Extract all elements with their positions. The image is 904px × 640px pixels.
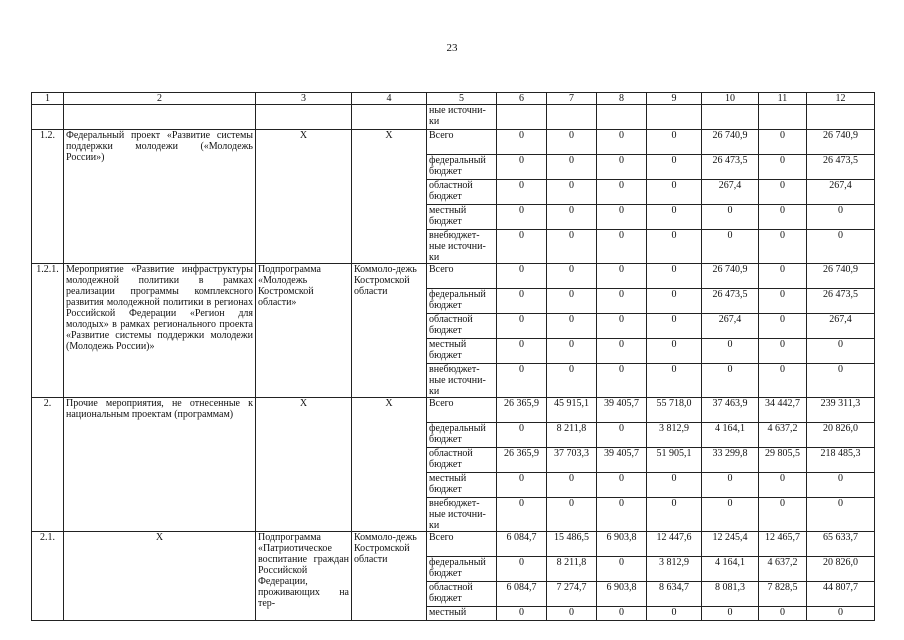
program-cell: Подпрограмма «Патриотическое воспитание граждан Российской Федерации, проживающих на тер- xyxy=(256,532,352,621)
value-cell: 0 xyxy=(597,264,647,289)
value-cell: 0 xyxy=(497,205,547,230)
value-cell: 0 xyxy=(759,607,807,621)
description-cell: Х xyxy=(64,532,256,621)
value-cell: 0 xyxy=(497,364,547,398)
value-cell: 44 807,7 xyxy=(807,582,875,607)
source-cell: внебюджет-ные источни-ки xyxy=(427,230,497,264)
value-cell: 37 703,3 xyxy=(547,448,597,473)
value-cell: 65 633,7 xyxy=(807,532,875,557)
value-cell: 45 915,1 xyxy=(547,398,597,423)
value-cell: 0 xyxy=(597,473,647,498)
value-cell: 239 311,3 xyxy=(807,398,875,423)
value-cell: 0 xyxy=(547,498,597,532)
value-cell: 0 xyxy=(547,180,597,205)
row-number: 1.2. xyxy=(32,130,64,264)
source-cell: местный бюджет xyxy=(427,205,497,230)
description-cell: Федеральный проект «Развитие системы поддержки молодежи («Молодежь России») xyxy=(64,130,256,264)
header-row xyxy=(32,93,875,105)
value-cell: 0 xyxy=(597,130,647,155)
value-cell: 0 xyxy=(702,364,759,398)
value-cell: 6 084,7 xyxy=(497,532,547,557)
value-cell: 0 xyxy=(497,607,547,621)
source-cell: ные источни-ки xyxy=(427,105,497,130)
value-cell: 0 xyxy=(702,498,759,532)
source-cell: областной бюджет xyxy=(427,448,497,473)
value-cell: 267,4 xyxy=(807,180,875,205)
value-cell: 0 xyxy=(647,607,702,621)
value-cell: 0 xyxy=(547,473,597,498)
source-cell: местный бюджет xyxy=(427,473,497,498)
value-cell: 26 365,9 xyxy=(497,448,547,473)
value-cell: 267,4 xyxy=(807,314,875,339)
value-cell: 0 xyxy=(547,607,597,621)
value-cell: 0 xyxy=(807,498,875,532)
column-header: 5 xyxy=(427,93,497,105)
value-cell: 39 405,7 xyxy=(597,398,647,423)
column-header: 12 xyxy=(807,93,875,105)
value-cell: 0 xyxy=(497,289,547,314)
value-cell: 0 xyxy=(759,205,807,230)
value-cell: 0 xyxy=(647,180,702,205)
value-cell: 0 xyxy=(807,205,875,230)
value-cell: 0 xyxy=(647,230,702,264)
value-cell: 0 xyxy=(497,230,547,264)
value-cell: 0 xyxy=(547,289,597,314)
value-cell: 0 xyxy=(702,205,759,230)
executor-cell xyxy=(352,105,427,130)
value-cell: 0 xyxy=(547,364,597,398)
value-cell: 8 081,3 xyxy=(702,582,759,607)
value-cell: 0 xyxy=(647,498,702,532)
value-cell: 26 740,9 xyxy=(702,264,759,289)
column-header: 2 xyxy=(64,93,256,105)
value-cell: 3 812,9 xyxy=(647,423,702,448)
source-cell: местный бюджет xyxy=(427,339,497,364)
source-cell: областной бюджет xyxy=(427,180,497,205)
description-cell: Прочие мероприятия, не отнесенные к национальным проектам (программам) xyxy=(64,398,256,532)
value-cell: 29 805,5 xyxy=(759,448,807,473)
program-cell: Подпрограмма «Молодежь Костромской области» xyxy=(256,264,352,398)
value-cell: 12 245,4 xyxy=(702,532,759,557)
source-cell: Всего xyxy=(427,398,497,423)
value-cell: 0 xyxy=(647,130,702,155)
value-cell: 7 828,5 xyxy=(759,582,807,607)
source-cell: областной бюджет xyxy=(427,582,497,607)
source-cell: Всего xyxy=(427,264,497,289)
value-cell xyxy=(497,105,547,130)
table-row xyxy=(32,130,875,155)
value-cell xyxy=(807,105,875,130)
value-cell: 0 xyxy=(807,607,875,621)
value-cell: 0 xyxy=(497,423,547,448)
value-cell: 0 xyxy=(497,339,547,364)
value-cell xyxy=(702,105,759,130)
value-cell: 20 826,0 xyxy=(807,557,875,582)
value-cell: 39 405,7 xyxy=(597,448,647,473)
source-cell: внебюджет-ные источни-ки xyxy=(427,364,497,398)
value-cell: 12 447,6 xyxy=(647,532,702,557)
value-cell: 0 xyxy=(597,364,647,398)
column-header: 4 xyxy=(352,93,427,105)
value-cell: 6 084,7 xyxy=(497,582,547,607)
column-header: 7 xyxy=(547,93,597,105)
row-number xyxy=(32,105,64,130)
page-number: 23 xyxy=(446,42,458,54)
value-cell: 0 xyxy=(497,498,547,532)
value-cell: 26 473,5 xyxy=(702,155,759,180)
value-cell: 0 xyxy=(647,364,702,398)
value-cell: 26 740,9 xyxy=(807,264,875,289)
value-cell: 0 xyxy=(647,473,702,498)
source-cell: местный xyxy=(427,607,497,621)
source-cell: областной бюджет xyxy=(427,314,497,339)
value-cell: 4 637,2 xyxy=(759,423,807,448)
program-cell: Х xyxy=(256,130,352,264)
value-cell: 6 903,8 xyxy=(597,582,647,607)
executor-cell: Коммоло-дежь Костромской области xyxy=(352,532,427,621)
value-cell: 0 xyxy=(597,155,647,180)
value-cell: 26 740,9 xyxy=(702,130,759,155)
description-cell: Мероприятие «Развитие инфраструктуры молодежной политики в рамках реализации программы комплексного развития молодежной политики в регионах Российской Федерации «Регион для молодых» в рамках регионального проекта «Развитие системы поддержки молодежи (Молодежь России)» xyxy=(64,264,256,398)
value-cell: 0 xyxy=(597,314,647,339)
value-cell: 8 634,7 xyxy=(647,582,702,607)
value-cell: 0 xyxy=(497,180,547,205)
value-cell: 0 xyxy=(547,264,597,289)
value-cell: 0 xyxy=(597,180,647,205)
source-cell: федеральный бюджет xyxy=(427,155,497,180)
value-cell: 8 211,8 xyxy=(547,423,597,448)
value-cell: 4 164,1 xyxy=(702,423,759,448)
value-cell: 0 xyxy=(759,498,807,532)
value-cell: 0 xyxy=(759,130,807,155)
source-cell: федеральный бюджет xyxy=(427,289,497,314)
value-cell: 34 442,7 xyxy=(759,398,807,423)
value-cell: 0 xyxy=(597,423,647,448)
value-cell: 267,4 xyxy=(702,180,759,205)
column-header: 6 xyxy=(497,93,547,105)
value-cell: 0 xyxy=(497,264,547,289)
value-cell: 8 211,8 xyxy=(547,557,597,582)
value-cell: 0 xyxy=(759,180,807,205)
value-cell: 4 637,2 xyxy=(759,557,807,582)
value-cell: 15 486,5 xyxy=(547,532,597,557)
value-cell: 26 473,5 xyxy=(807,289,875,314)
description-cell xyxy=(64,105,256,130)
row-number: 2.1. xyxy=(32,532,64,621)
column-header: 11 xyxy=(759,93,807,105)
table-row xyxy=(32,398,875,423)
value-cell xyxy=(759,105,807,130)
value-cell: 6 903,8 xyxy=(597,532,647,557)
value-cell: 0 xyxy=(759,155,807,180)
value-cell: 0 xyxy=(759,289,807,314)
value-cell: 0 xyxy=(759,264,807,289)
value-cell: 0 xyxy=(497,473,547,498)
value-cell: 218 485,3 xyxy=(807,448,875,473)
value-cell: 0 xyxy=(807,473,875,498)
value-cell: 7 274,7 xyxy=(547,582,597,607)
value-cell: 0 xyxy=(497,557,547,582)
value-cell: 0 xyxy=(647,205,702,230)
value-cell: 12 465,7 xyxy=(759,532,807,557)
value-cell: 51 905,1 xyxy=(647,448,702,473)
value-cell: 26 365,9 xyxy=(497,398,547,423)
value-cell: 0 xyxy=(647,339,702,364)
value-cell: 0 xyxy=(497,155,547,180)
source-cell: федеральный бюджет xyxy=(427,557,497,582)
value-cell: 0 xyxy=(597,607,647,621)
value-cell: 0 xyxy=(597,289,647,314)
value-cell: 0 xyxy=(547,314,597,339)
source-cell: федеральный бюджет xyxy=(427,423,497,448)
value-cell: 0 xyxy=(597,498,647,532)
value-cell: 0 xyxy=(759,230,807,264)
value-cell: 26 740,9 xyxy=(807,130,875,155)
value-cell: 0 xyxy=(597,339,647,364)
value-cell: 0 xyxy=(497,314,547,339)
value-cell: 0 xyxy=(547,205,597,230)
column-header: 9 xyxy=(647,93,702,105)
value-cell: 0 xyxy=(597,205,647,230)
table-row xyxy=(32,105,875,130)
table-row xyxy=(32,264,875,289)
value-cell: 0 xyxy=(702,339,759,364)
budget-table xyxy=(31,92,875,621)
value-cell: 0 xyxy=(647,289,702,314)
source-cell: внебюджет-ные источни-ки xyxy=(427,498,497,532)
column-header: 3 xyxy=(256,93,352,105)
value-cell: 0 xyxy=(702,607,759,621)
value-cell: 0 xyxy=(807,230,875,264)
row-number: 1.2.1. xyxy=(32,264,64,398)
source-cell: Всего xyxy=(427,130,497,155)
value-cell: 37 463,9 xyxy=(702,398,759,423)
value-cell: 0 xyxy=(759,339,807,364)
program-cell: Х xyxy=(256,398,352,532)
value-cell: 0 xyxy=(807,364,875,398)
value-cell: 0 xyxy=(547,130,597,155)
executor-cell: Х xyxy=(352,398,427,532)
value-cell xyxy=(547,105,597,130)
value-cell: 4 164,1 xyxy=(702,557,759,582)
executor-cell: Коммоло-дежь Костромской области xyxy=(352,264,427,398)
value-cell: 0 xyxy=(807,339,875,364)
value-cell: 0 xyxy=(597,557,647,582)
value-cell: 20 826,0 xyxy=(807,423,875,448)
source-cell: Всего xyxy=(427,532,497,557)
value-cell: 0 xyxy=(759,314,807,339)
table-row xyxy=(32,532,875,557)
value-cell: 0 xyxy=(547,339,597,364)
value-cell: 0 xyxy=(597,230,647,264)
column-header: 8 xyxy=(597,93,647,105)
column-header: 1 xyxy=(32,93,64,105)
value-cell: 55 718,0 xyxy=(647,398,702,423)
value-cell: 0 xyxy=(759,364,807,398)
value-cell: 0 xyxy=(702,230,759,264)
value-cell: 0 xyxy=(647,314,702,339)
value-cell: 0 xyxy=(497,130,547,155)
value-cell: 26 473,5 xyxy=(807,155,875,180)
value-cell: 0 xyxy=(547,155,597,180)
row-number: 2. xyxy=(32,398,64,532)
value-cell xyxy=(597,105,647,130)
value-cell xyxy=(647,105,702,130)
executor-cell: Х xyxy=(352,130,427,264)
value-cell: 267,4 xyxy=(702,314,759,339)
value-cell: 0 xyxy=(759,473,807,498)
value-cell: 0 xyxy=(702,473,759,498)
value-cell: 0 xyxy=(547,230,597,264)
value-cell: 26 473,5 xyxy=(702,289,759,314)
column-header: 10 xyxy=(702,93,759,105)
value-cell: 3 812,9 xyxy=(647,557,702,582)
value-cell: 0 xyxy=(647,155,702,180)
program-cell xyxy=(256,105,352,130)
value-cell: 33 299,8 xyxy=(702,448,759,473)
value-cell: 0 xyxy=(647,264,702,289)
